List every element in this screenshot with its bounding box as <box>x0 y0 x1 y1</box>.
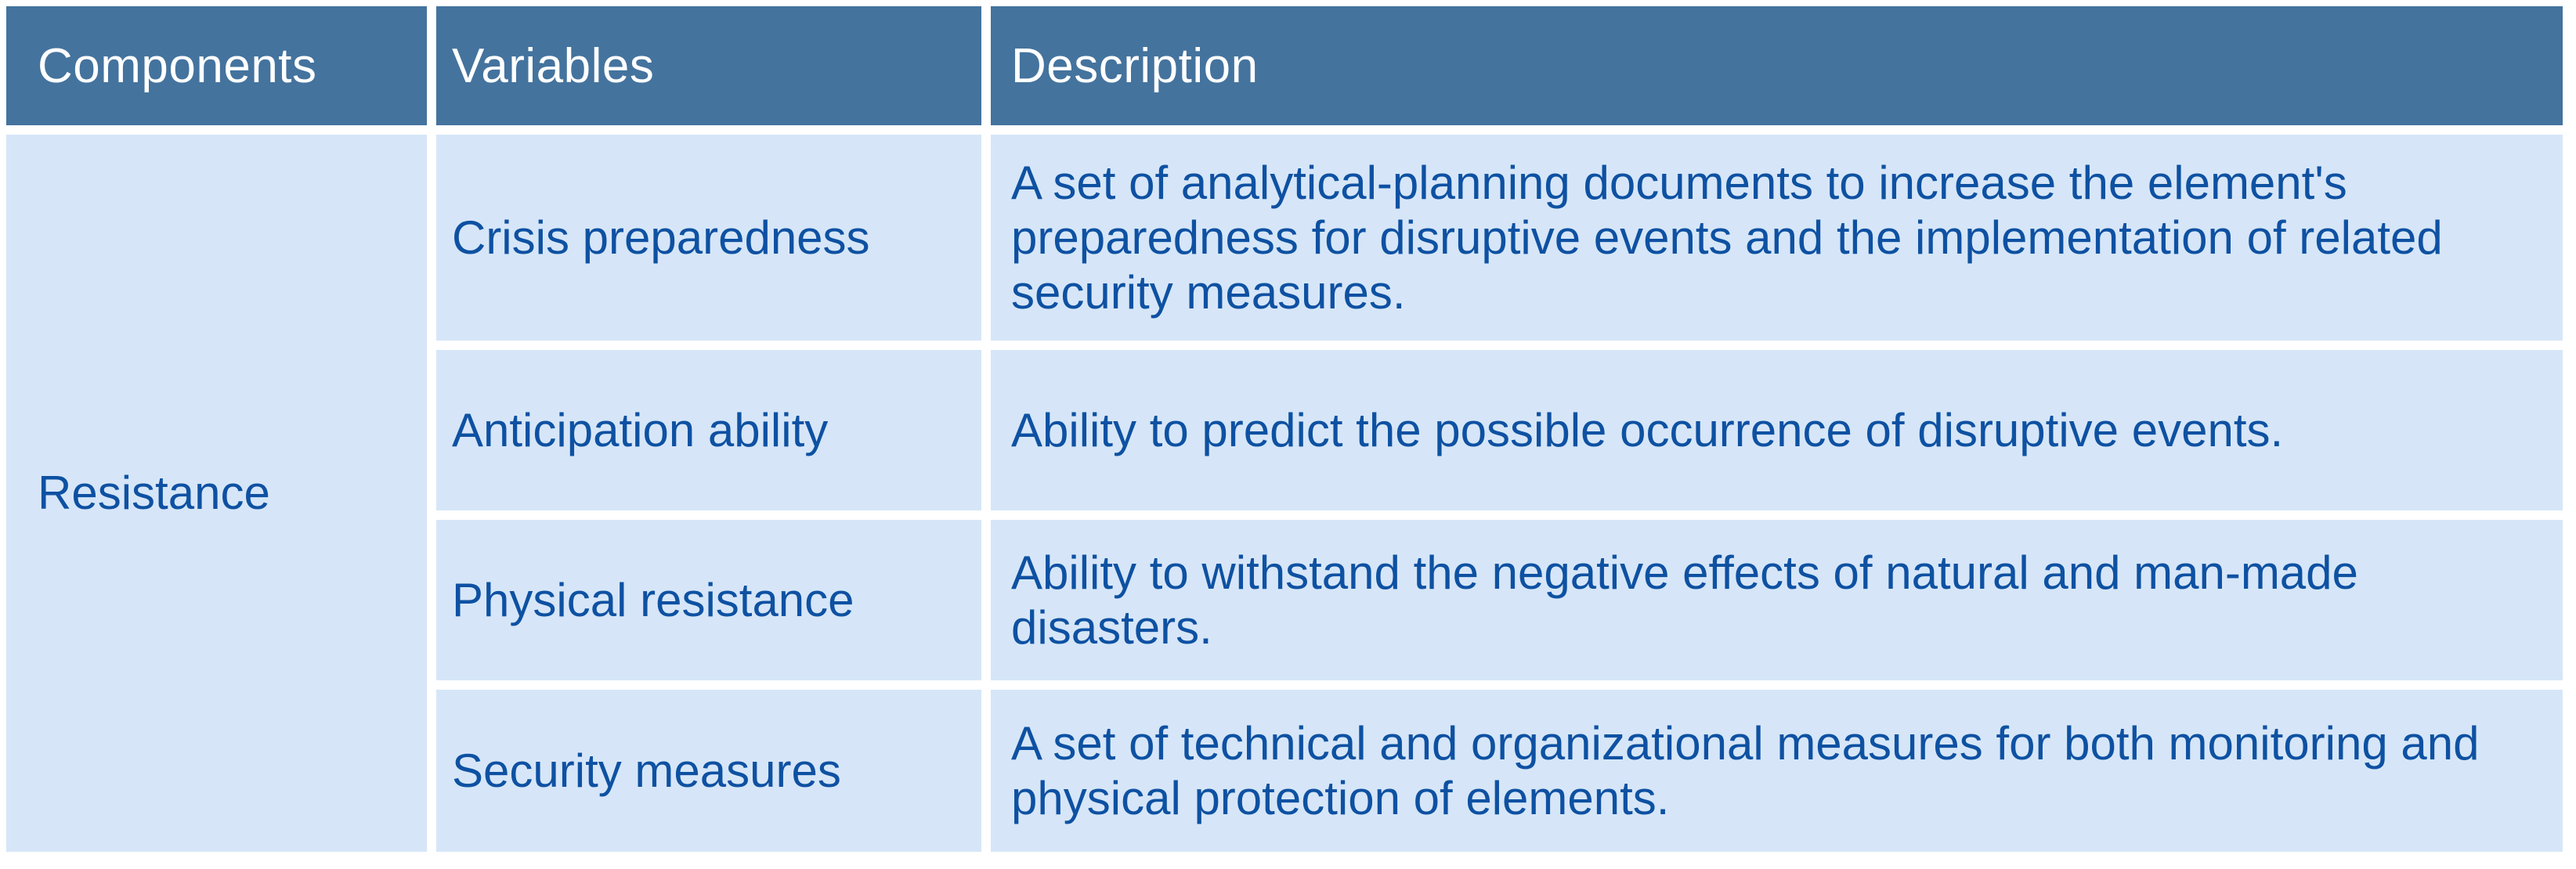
header-description-label: Description <box>1011 38 1259 93</box>
component-label: Resistance <box>38 467 270 519</box>
variable-label: Security measures <box>452 744 841 797</box>
description-text: Ability to predict the possible occurrence of disruptive events. <box>1011 403 2284 456</box>
description-cell-security-measures <box>991 690 2563 852</box>
resilience-components-table <box>6 6 2563 852</box>
header-components <box>6 6 427 125</box>
variable-cell-security-measures <box>436 690 981 852</box>
header-description <box>991 6 2563 125</box>
description-text: A set of technical and organizational measures for both monitoring and physical protection of elements. <box>1011 716 2480 824</box>
component-cell-resistance <box>6 135 427 852</box>
header-variables-label: Variables <box>452 38 655 93</box>
variable-label: Crisis preparedness <box>452 211 870 264</box>
variable-cell-physical-resistance <box>436 520 981 680</box>
header-components-label: Components <box>38 38 317 93</box>
variable-label: Physical resistance <box>452 573 854 626</box>
description-cell-physical-resistance <box>991 520 2563 680</box>
description-cell-crisis-preparedness <box>991 135 2563 341</box>
variable-cell-crisis-preparedness <box>436 135 981 341</box>
header-variables <box>436 6 981 125</box>
variable-cell-anticipation-ability <box>436 350 981 510</box>
description-cell-anticipation-ability <box>991 350 2563 510</box>
description-text: A set of analytical-planning documents to increase the element's preparedness for disruptive events and the implementation of related security measures. <box>1011 156 2443 319</box>
variable-label: Anticipation ability <box>452 403 829 456</box>
description-text: Ability to withstand the negative effects of natural and man-made disasters. <box>1011 546 2358 654</box>
